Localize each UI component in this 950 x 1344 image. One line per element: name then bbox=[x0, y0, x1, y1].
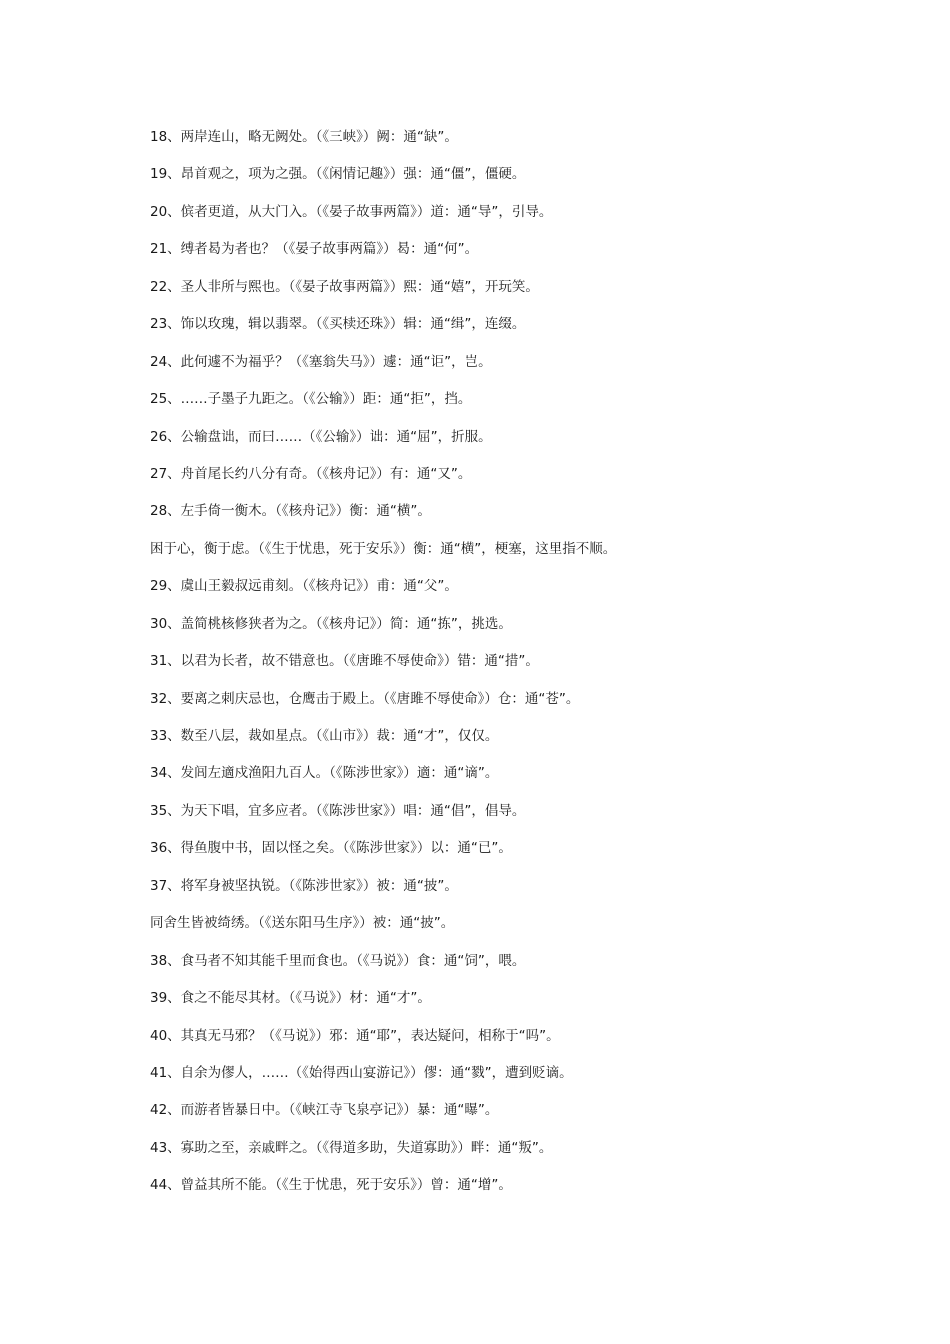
text-line: 18、两岸连山，略无阙处。（《三峡》）阙：通“缺”。 bbox=[150, 129, 458, 145]
text-line: 22、圣人非所与熙也。（《晏子故事两篇》）熙：通“嬉”，开玩笑。 bbox=[150, 278, 539, 295]
text-line: 同舍生皆被绮绣。（《送东阳马生序》）被：通“披”。 bbox=[150, 915, 455, 932]
text-line: 44、曾益其所不能。（《生于忧患，死于安乐》）曾：通“增”。 bbox=[150, 1177, 512, 1194]
text-line: 19、昂首观之，项为之强。（《闲情记趣》）强：通“僵”，僵硬。 bbox=[150, 166, 526, 183]
text-line: 21、缚者曷为者也？（《晏子故事两篇》）曷：通“何”。 bbox=[150, 241, 479, 258]
text-line: 43、寡助之至，亲戚畔之。（《得道多助，失道寡助》）畔：通“叛”。 bbox=[150, 1139, 553, 1156]
text-line: 24、此何遽不为福乎？（《塞翁失马》）遽：通“讵”，岂。 bbox=[150, 353, 492, 370]
text-line: 困于心，衡于虑。（《生于忧患，死于安乐》）衡：通“横”，梗塞，这里指不顺。 bbox=[150, 540, 617, 557]
text-line: 23、饰以玫瑰，辑以翡翠。（《买椟还珠》）辑：通“缉”，连缀。 bbox=[150, 316, 526, 333]
text-line: 32、要离之刺庆忌也，仓鹰击于殿上。（《唐雎不辱使命》）仓：通“苍”。 bbox=[150, 690, 580, 707]
text-line: 34、发闾左適戍渔阳九百人。（《陈涉世家》）適：通“谪”。 bbox=[150, 765, 499, 782]
text-lines bbox=[150, 126, 870, 1212]
text-line: 39、食之不能尽其材。（《马说》）材：通“才”。 bbox=[150, 990, 431, 1007]
text-line: 30、盖简桃核修狭者为之。（《核舟记》）简：通“拣”，挑选。 bbox=[150, 615, 512, 632]
text-line: 33、数至八层，裁如星点。（《山市》）裁：通“才”，仅仅。 bbox=[150, 728, 499, 744]
text-line: 42、而游者皆暴日中。（《峡江寺飞泉亭记》）暴：通“曝”。 bbox=[150, 1102, 499, 1119]
text-line: 27、舟首尾长约八分有奇。（《核舟记》）有：通“又”。 bbox=[150, 465, 472, 482]
text-line: 29、虞山王毅叔远甫刻。（《核舟记》）甫：通“父”。 bbox=[150, 578, 458, 595]
text-line: 31、以君为长者，故不错意也。（《唐雎不辱使命》）错：通“措”。 bbox=[150, 653, 539, 670]
text-line: 26、公输盘诎，而曰……（《公输》）诎：通“屈”，折服。 bbox=[150, 428, 492, 445]
text-line: 36、得鱼腹中书，固以怪之矣。（《陈涉世家》）以：通“已”。 bbox=[150, 840, 512, 857]
text-line: 28、左手倚一衡木。（《核舟记》）衡：通“横”。 bbox=[150, 503, 431, 520]
text-line: 37、将军身被坚执锐。（《陈涉世家》）被：通“披”。 bbox=[150, 877, 458, 894]
text-line: 20、傧者更道，从大门入。（《晏子故事两篇》）道：通“导”，引导。 bbox=[150, 203, 553, 220]
text-line: 40、其真无马邪？（《马说》）邪：通“耶”，表达疑问，相称于“吗”。 bbox=[150, 1027, 560, 1044]
text-line: 25、……子墨子九距之。（《公输》）距：通“拒”，挡。 bbox=[150, 391, 472, 408]
text-line: 41、自余为僇人，……（《始得西山宴游记》）僇：通“戮”，遭到贬谪。 bbox=[150, 1064, 573, 1081]
text-line: 38、食马者不知其能千里而食也。（《马说》）食：通“饲”，喂。 bbox=[150, 952, 526, 969]
text-line: 35、为天下唱，宜多应者。（《陈涉世家》）唱：通“倡”，倡导。 bbox=[150, 802, 526, 819]
